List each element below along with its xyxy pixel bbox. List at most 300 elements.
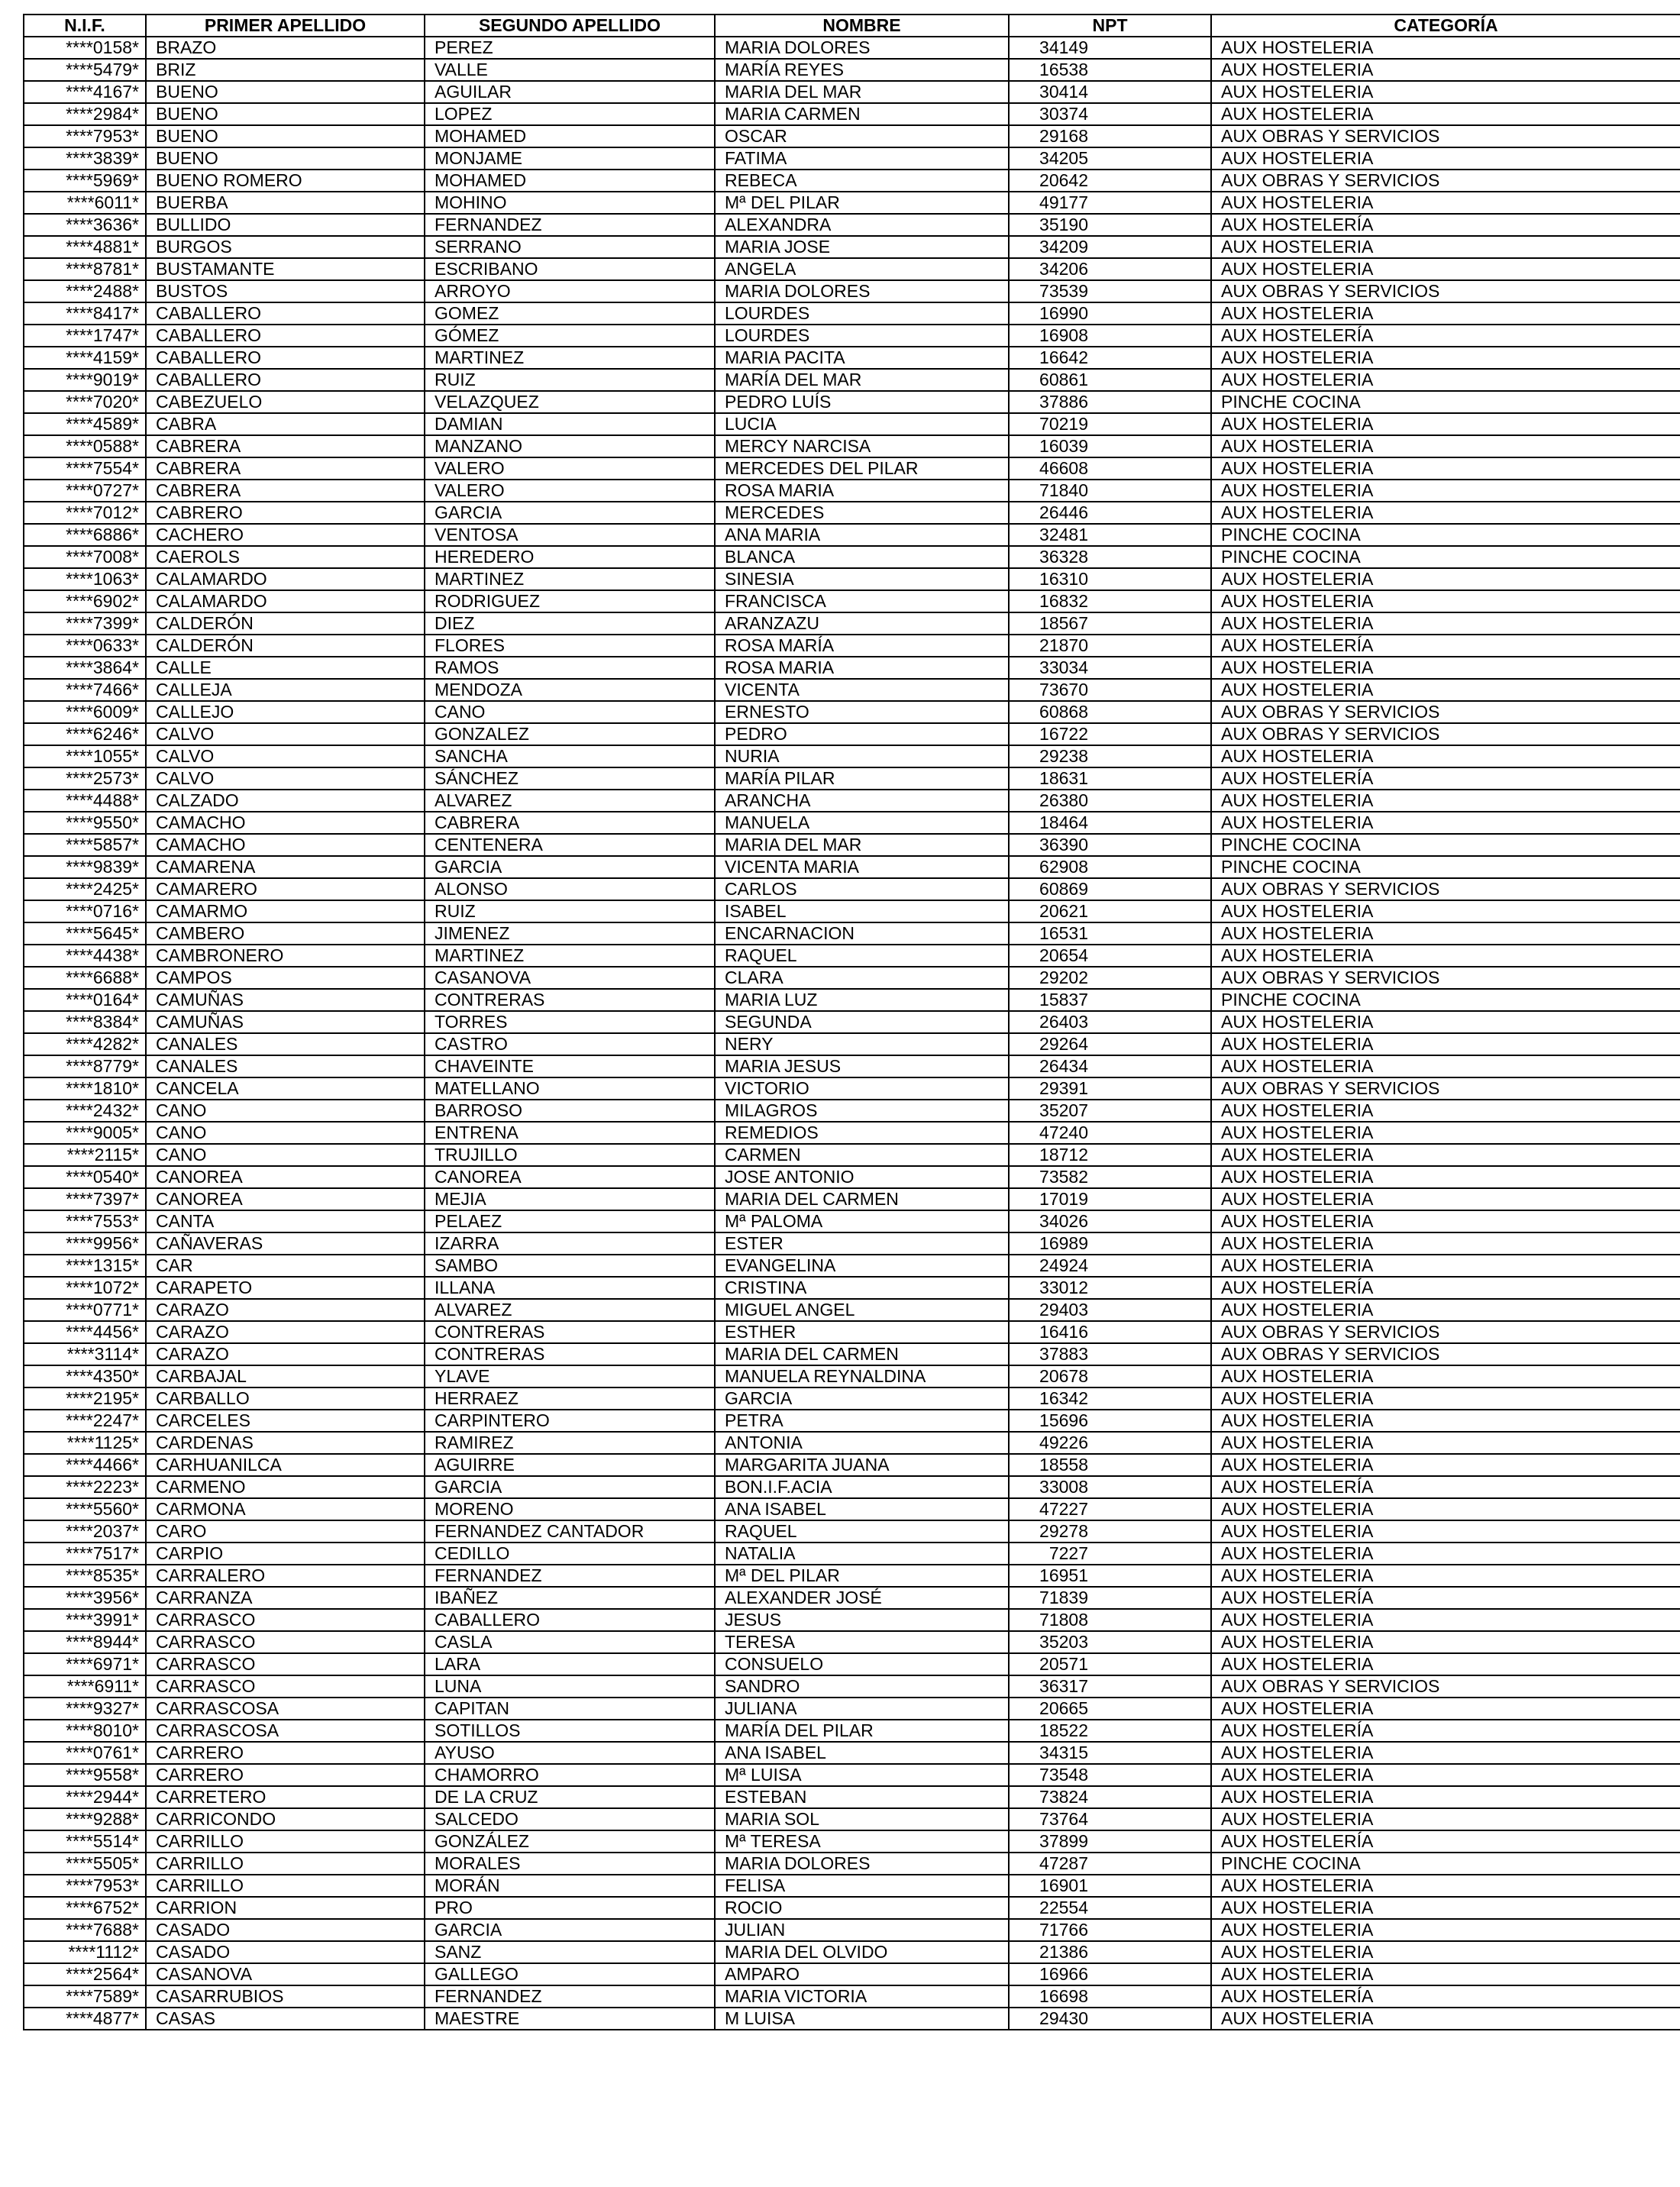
nif-cell: ****6246* [24, 723, 146, 745]
categoria-cell: AUX HOSTELERIA [1211, 1122, 1680, 1144]
npt-cell: 73582 [1009, 1166, 1211, 1188]
nombre-cell: ALEXANDRA [715, 214, 1009, 236]
nombre-cell: MIGUEL ANGEL [715, 1299, 1009, 1321]
segundo-apellido-cell: FERNANDEZ [425, 1565, 715, 1587]
categoria-cell: AUX OBRAS Y SERVICIOS [1211, 1675, 1680, 1698]
table-row [24, 723, 1680, 745]
nombre-cell: MARIA VICTORIA [715, 1985, 1009, 2008]
table-row [24, 745, 1680, 767]
nif-cell: ****0540* [24, 1166, 146, 1188]
nif-cell: ****1112* [24, 1941, 146, 1963]
categoria-cell: AUX HOSTELERIA [1211, 236, 1680, 258]
npt-cell: 18567 [1009, 612, 1211, 635]
nif-cell: ****0716* [24, 900, 146, 922]
segundo-apellido-cell: ILLANA [425, 1277, 715, 1299]
table-row [24, 1365, 1680, 1387]
table-row [24, 1277, 1680, 1299]
npt-cell: 33008 [1009, 1476, 1211, 1498]
segundo-apellido-cell: PEREZ [425, 37, 715, 59]
table-row [24, 1188, 1680, 1210]
npt-cell: 29168 [1009, 125, 1211, 147]
primer-apellido-cell: CARAZO [146, 1299, 425, 1321]
nif-cell: ****8779* [24, 1055, 146, 1077]
categoria-cell: AUX HOSTELERIA [1211, 568, 1680, 590]
nif-cell: ****7399* [24, 612, 146, 635]
nombre-cell: MARIA PACITA [715, 347, 1009, 369]
nombre-cell: MILAGROS [715, 1100, 1009, 1122]
primer-apellido-cell: CALAMARDO [146, 590, 425, 612]
nif-cell: ****4159* [24, 347, 146, 369]
segundo-apellido-cell: RAMIREZ [425, 1432, 715, 1454]
npt-cell: 16990 [1009, 302, 1211, 325]
primer-apellido-cell: CAMUÑAS [146, 989, 425, 1011]
primer-apellido-cell: CABRERA [146, 435, 425, 457]
primer-apellido-cell: CALZADO [146, 790, 425, 812]
nombre-cell: VICENTA MARIA [715, 856, 1009, 878]
segundo-apellido-cell: MORENO [425, 1498, 715, 1520]
segundo-apellido-cell: MARTINEZ [425, 347, 715, 369]
primer-apellido-cell: CANO [146, 1144, 425, 1166]
categoria-cell: AUX HOSTELERIA [1211, 81, 1680, 103]
nombre-cell: ROSA MARÍA [715, 635, 1009, 657]
categoria-cell: AUX HOSTELERIA [1211, 745, 1680, 767]
primer-apellido-cell: CARRILLO [146, 1853, 425, 1875]
nombre-cell: MARIA DEL CARMEN [715, 1343, 1009, 1365]
nombre-cell: OSCAR [715, 125, 1009, 147]
npt-cell: 33012 [1009, 1277, 1211, 1299]
npt-cell: 16722 [1009, 723, 1211, 745]
segundo-apellido-cell: MEJIA [425, 1188, 715, 1210]
npt-cell: 16951 [1009, 1565, 1211, 1587]
table-row [24, 347, 1680, 369]
categoria-cell: AUX HOSTELERIA [1211, 1454, 1680, 1476]
primer-apellido-cell: BRAZO [146, 37, 425, 59]
npt-cell: 29264 [1009, 1033, 1211, 1055]
primer-apellido-cell: CASARRUBIOS [146, 1985, 425, 2008]
table-row [24, 1919, 1680, 1941]
segundo-apellido-cell: TORRES [425, 1011, 715, 1033]
segundo-apellido-cell: AGUILAR [425, 81, 715, 103]
nombre-cell: ARANZAZU [715, 612, 1009, 635]
table-row [24, 1166, 1680, 1188]
table-row [24, 1609, 1680, 1631]
table-row [24, 1631, 1680, 1653]
staff-table [23, 14, 1680, 2030]
nombre-cell: TERESA [715, 1631, 1009, 1653]
nombre-cell: MARIA DOLORES [715, 37, 1009, 59]
npt-cell: 18464 [1009, 812, 1211, 834]
nif-cell: ****2488* [24, 280, 146, 302]
primer-apellido-cell: CACHERO [146, 524, 425, 546]
categoria-cell: AUX OBRAS Y SERVICIOS [1211, 967, 1680, 989]
npt-cell: 62908 [1009, 856, 1211, 878]
categoria-cell: AUX HOSTELERIA [1211, 590, 1680, 612]
npt-cell: 7227 [1009, 1543, 1211, 1565]
npt-cell: 34206 [1009, 258, 1211, 280]
primer-apellido-cell: CARRILLO [146, 1875, 425, 1897]
segundo-apellido-cell: VALERO [425, 480, 715, 502]
npt-cell: 18558 [1009, 1454, 1211, 1476]
segundo-apellido-cell: FERNANDEZ CANTADOR [425, 1520, 715, 1543]
nif-cell: ****6011* [24, 192, 146, 214]
npt-cell: 26380 [1009, 790, 1211, 812]
npt-cell: 29391 [1009, 1077, 1211, 1100]
categoria-cell: AUX HOSTELERIA [1211, 1897, 1680, 1919]
table-row [24, 568, 1680, 590]
nif-cell: ****5969* [24, 170, 146, 192]
table-row [24, 856, 1680, 878]
segundo-apellido-cell: RODRIGUEZ [425, 590, 715, 612]
segundo-apellido-cell: JIMENEZ [425, 922, 715, 945]
primer-apellido-cell: CARRASCO [146, 1631, 425, 1653]
categoria-cell: AUX HOSTELERIA [1211, 1232, 1680, 1255]
primer-apellido-cell: CAEROLS [146, 546, 425, 568]
nombre-cell: Mª LUISA [715, 1764, 1009, 1786]
npt-cell: 20678 [1009, 1365, 1211, 1387]
categoria-cell: AUX HOSTELERIA [1211, 302, 1680, 325]
npt-cell: 60869 [1009, 878, 1211, 900]
nombre-cell: SINESIA [715, 568, 1009, 590]
table-row [24, 280, 1680, 302]
nif-cell: ****2223* [24, 1476, 146, 1498]
primer-apellido-cell: CABRERA [146, 480, 425, 502]
categoria-cell: AUX HOSTELERIA [1211, 1299, 1680, 1321]
nif-cell: ****7589* [24, 1985, 146, 2008]
npt-cell: 49226 [1009, 1432, 1211, 1454]
nombre-cell: ROSA MARIA [715, 480, 1009, 502]
segundo-apellido-cell: LOPEZ [425, 103, 715, 125]
categoria-cell: AUX HOSTELERIA [1211, 679, 1680, 701]
primer-apellido-cell: CASADO [146, 1919, 425, 1941]
nif-cell: ****6902* [24, 590, 146, 612]
nif-cell: ****4466* [24, 1454, 146, 1476]
nif-cell: ****4456* [24, 1321, 146, 1343]
segundo-apellido-cell: ENTRENA [425, 1122, 715, 1144]
nombre-cell: VICENTA [715, 679, 1009, 701]
npt-cell: 34209 [1009, 236, 1211, 258]
npt-cell: 29202 [1009, 967, 1211, 989]
nombre-cell: LOURDES [715, 325, 1009, 347]
npt-cell: 73670 [1009, 679, 1211, 701]
nombre-cell: MARIA DEL OLVIDO [715, 1941, 1009, 1963]
table-row [24, 1653, 1680, 1675]
categoria-cell: AUX HOSTELERIA [1211, 1631, 1680, 1653]
nombre-cell: ANTONIA [715, 1432, 1009, 1454]
table-row [24, 834, 1680, 856]
table-row [24, 1454, 1680, 1476]
table-row [24, 192, 1680, 214]
npt-cell: 29238 [1009, 745, 1211, 767]
primer-apellido-cell: CAMARENA [146, 856, 425, 878]
segundo-apellido-cell: CENTENERA [425, 834, 715, 856]
segundo-apellido-cell: SANZ [425, 1941, 715, 1963]
table-row [24, 967, 1680, 989]
segundo-apellido-cell: CONTRERAS [425, 1321, 715, 1343]
table-row [24, 900, 1680, 922]
nif-cell: ****4488* [24, 790, 146, 812]
npt-cell: 60868 [1009, 701, 1211, 723]
npt-cell: 71840 [1009, 480, 1211, 502]
nif-cell: ****8417* [24, 302, 146, 325]
categoria-cell: AUX HOSTELERIA [1211, 59, 1680, 81]
table-row [24, 635, 1680, 657]
table-row [24, 1675, 1680, 1698]
table-row [24, 1210, 1680, 1232]
table-row [24, 480, 1680, 502]
primer-apellido-cell: CAMARMO [146, 900, 425, 922]
npt-cell: 37883 [1009, 1343, 1211, 1365]
table-row [24, 1387, 1680, 1410]
table-row [24, 1055, 1680, 1077]
nif-cell: ****8010* [24, 1720, 146, 1742]
segundo-apellido-cell: GARCIA [425, 1476, 715, 1498]
categoria-cell: AUX HOSTELERIA [1211, 258, 1680, 280]
npt-cell: 70219 [1009, 413, 1211, 435]
nif-cell: ****9839* [24, 856, 146, 878]
categoria-cell: AUX HOSTELERIA [1211, 1498, 1680, 1520]
table-row [24, 502, 1680, 524]
table-row [24, 59, 1680, 81]
npt-cell: 16642 [1009, 347, 1211, 369]
nif-cell: ****6886* [24, 524, 146, 546]
header-nif: N.I.F. [24, 15, 146, 37]
primer-apellido-cell: CARO [146, 1520, 425, 1543]
nombre-cell: MANUELA REYNALDINA [715, 1365, 1009, 1387]
segundo-apellido-cell: MATELLANO [425, 1077, 715, 1100]
nif-cell: ****7953* [24, 125, 146, 147]
categoria-cell: AUX OBRAS Y SERVICIOS [1211, 723, 1680, 745]
nombre-cell: Mª PALOMA [715, 1210, 1009, 1232]
categoria-cell: AUX HOSTELERIA [1211, 1875, 1680, 1897]
primer-apellido-cell: CANALES [146, 1033, 425, 1055]
categoria-cell: AUX HOSTELERÍA [1211, 767, 1680, 790]
header-categoria: CATEGORÍA [1211, 15, 1680, 37]
categoria-cell: AUX HOSTELERÍA [1211, 1720, 1680, 1742]
primer-apellido-cell: CARRASCO [146, 1609, 425, 1631]
primer-apellido-cell: CALLE [146, 657, 425, 679]
npt-cell: 24924 [1009, 1255, 1211, 1277]
nombre-cell: MERCY NARCISA [715, 435, 1009, 457]
nombre-cell: Mª DEL PILAR [715, 1565, 1009, 1587]
npt-cell: 20621 [1009, 900, 1211, 922]
nombre-cell: CONSUELO [715, 1653, 1009, 1675]
segundo-apellido-cell: CHAVEINTE [425, 1055, 715, 1077]
nif-cell: ****6688* [24, 967, 146, 989]
categoria-cell: AUX HOSTELERIA [1211, 1410, 1680, 1432]
primer-apellido-cell: BRIZ [146, 59, 425, 81]
nif-cell: ****4350* [24, 1365, 146, 1387]
segundo-apellido-cell: MANZANO [425, 435, 715, 457]
primer-apellido-cell: BUSTOS [146, 280, 425, 302]
nombre-cell: SANDRO [715, 1675, 1009, 1698]
primer-apellido-cell: BUENO [146, 125, 425, 147]
nombre-cell: NURIA [715, 745, 1009, 767]
nif-cell: ****2984* [24, 103, 146, 125]
nombre-cell: Mª TERESA [715, 1830, 1009, 1853]
nif-cell: ****6971* [24, 1653, 146, 1675]
nif-cell: ****7012* [24, 502, 146, 524]
primer-apellido-cell: CARRASCO [146, 1653, 425, 1675]
table-row [24, 790, 1680, 812]
primer-apellido-cell: CARAZO [146, 1321, 425, 1343]
categoria-cell: AUX HOSTELERIA [1211, 900, 1680, 922]
categoria-cell: AUX HOSTELERIA [1211, 1210, 1680, 1232]
nombre-cell: JULIAN [715, 1919, 1009, 1941]
table-row [24, 37, 1680, 59]
table-row [24, 1232, 1680, 1255]
segundo-apellido-cell: GONZÁLEZ [425, 1830, 715, 1853]
table-row [24, 989, 1680, 1011]
categoria-cell: AUX HOSTELERIA [1211, 1387, 1680, 1410]
primer-apellido-cell: CALLEJO [146, 701, 425, 723]
categoria-cell: AUX HOSTELERIA [1211, 1808, 1680, 1830]
primer-apellido-cell: CARRICONDO [146, 1808, 425, 1830]
categoria-cell: AUX HOSTELERÍA [1211, 214, 1680, 236]
nif-cell: ****0158* [24, 37, 146, 59]
npt-cell: 30414 [1009, 81, 1211, 103]
segundo-apellido-cell: GARCIA [425, 502, 715, 524]
segundo-apellido-cell: VENTOSA [425, 524, 715, 546]
nif-cell: ****9956* [24, 1232, 146, 1255]
nif-cell: ****1747* [24, 325, 146, 347]
segundo-apellido-cell: PRO [425, 1897, 715, 1919]
table-row [24, 325, 1680, 347]
primer-apellido-cell: CANO [146, 1122, 425, 1144]
categoria-cell: PINCHE COCINA [1211, 856, 1680, 878]
nombre-cell: JULIANA [715, 1698, 1009, 1720]
categoria-cell: AUX HOSTELERIA [1211, 1609, 1680, 1631]
primer-apellido-cell: CASAS [146, 2008, 425, 2030]
primer-apellido-cell: CARRANZA [146, 1587, 425, 1609]
primer-apellido-cell: CARRASCOSA [146, 1720, 425, 1742]
primer-apellido-cell: BURGOS [146, 236, 425, 258]
table-row [24, 679, 1680, 701]
nombre-cell: ERNESTO [715, 701, 1009, 723]
table-row [24, 1786, 1680, 1808]
table-row [24, 1410, 1680, 1432]
npt-cell: 35190 [1009, 214, 1211, 236]
primer-apellido-cell: CARRERO [146, 1764, 425, 1786]
nif-cell: ****6752* [24, 1897, 146, 1919]
nif-cell: ****0771* [24, 1299, 146, 1321]
segundo-apellido-cell: GONZALEZ [425, 723, 715, 745]
categoria-cell: AUX HOSTELERIA [1211, 657, 1680, 679]
segundo-apellido-cell: CARPINTERO [425, 1410, 715, 1432]
segundo-apellido-cell: ALONSO [425, 878, 715, 900]
nombre-cell: AMPARO [715, 1963, 1009, 1985]
nif-cell: ****2432* [24, 1100, 146, 1122]
categoria-cell: AUX HOSTELERIA [1211, 413, 1680, 435]
nombre-cell: ROCIO [715, 1897, 1009, 1919]
nombre-cell: MARIA DEL CARMEN [715, 1188, 1009, 1210]
segundo-apellido-cell: CASTRO [425, 1033, 715, 1055]
npt-cell: 37886 [1009, 391, 1211, 413]
segundo-apellido-cell: MAESTRE [425, 2008, 715, 2030]
npt-cell: 47287 [1009, 1853, 1211, 1875]
nif-cell: ****0633* [24, 635, 146, 657]
segundo-apellido-cell: HEREDERO [425, 546, 715, 568]
segundo-apellido-cell: DIEZ [425, 612, 715, 635]
categoria-cell: AUX HOSTELERIA [1211, 192, 1680, 214]
categoria-cell: AUX HOSTELERIA [1211, 1166, 1680, 1188]
table-row [24, 1985, 1680, 2008]
npt-cell: 36390 [1009, 834, 1211, 856]
nombre-cell: ISABEL [715, 900, 1009, 922]
table-row [24, 214, 1680, 236]
nif-cell: ****2195* [24, 1387, 146, 1410]
nif-cell: ****2247* [24, 1410, 146, 1432]
nombre-cell: ANGELA [715, 258, 1009, 280]
npt-cell: 47227 [1009, 1498, 1211, 1520]
segundo-apellido-cell: GOMEZ [425, 302, 715, 325]
primer-apellido-cell: CASADO [146, 1941, 425, 1963]
npt-cell: 30374 [1009, 103, 1211, 125]
nombre-cell: ALEXANDER JOSÉ [715, 1587, 1009, 1609]
table-row [24, 1077, 1680, 1100]
segundo-apellido-cell: ARROYO [425, 280, 715, 302]
primer-apellido-cell: CALLEJA [146, 679, 425, 701]
nombre-cell: CRISTINA [715, 1277, 1009, 1299]
nif-cell: ****1072* [24, 1277, 146, 1299]
nombre-cell: ENCARNACION [715, 922, 1009, 945]
primer-apellido-cell: BUENO [146, 81, 425, 103]
nombre-cell: BON.I.F.ACIA [715, 1476, 1009, 1498]
nif-cell: ****7397* [24, 1188, 146, 1210]
npt-cell: 34205 [1009, 147, 1211, 170]
nif-cell: ****7008* [24, 546, 146, 568]
table-header-row [24, 15, 1680, 37]
categoria-cell: AUX HOSTELERIA [1211, 347, 1680, 369]
nombre-cell: ANA MARIA [715, 524, 1009, 546]
nif-cell: ****7517* [24, 1543, 146, 1565]
table-row [24, 2008, 1680, 2030]
segundo-apellido-cell: DE LA CRUZ [425, 1786, 715, 1808]
segundo-apellido-cell: RAMOS [425, 657, 715, 679]
table-row [24, 1432, 1680, 1454]
categoria-cell: AUX HOSTELERIA [1211, 1698, 1680, 1720]
categoria-cell: AUX HOSTELERIA [1211, 1011, 1680, 1033]
categoria-cell: AUX HOSTELERIA [1211, 435, 1680, 457]
segundo-apellido-cell: FERNANDEZ [425, 214, 715, 236]
header-nombre: NOMBRE [715, 15, 1009, 37]
primer-apellido-cell: CABRA [146, 413, 425, 435]
segundo-apellido-cell: VALERO [425, 457, 715, 480]
table-body [24, 37, 1680, 2030]
segundo-apellido-cell: MOHINO [425, 192, 715, 214]
npt-cell: 47240 [1009, 1122, 1211, 1144]
primer-apellido-cell: CAMARERO [146, 878, 425, 900]
primer-apellido-cell: CAMBERO [146, 922, 425, 945]
table-row [24, 1343, 1680, 1365]
primer-apellido-cell: CARRASCOSA [146, 1698, 425, 1720]
segundo-apellido-cell: FERNANDEZ [425, 1985, 715, 2008]
nombre-cell: MARIA DOLORES [715, 1853, 1009, 1875]
primer-apellido-cell: CARDENAS [146, 1432, 425, 1454]
categoria-cell: PINCHE COCINA [1211, 989, 1680, 1011]
categoria-cell: AUX HOSTELERIA [1211, 2008, 1680, 2030]
npt-cell: 36328 [1009, 546, 1211, 568]
segundo-apellido-cell: SOTILLOS [425, 1720, 715, 1742]
categoria-cell: PINCHE COCINA [1211, 524, 1680, 546]
categoria-cell: PINCHE COCINA [1211, 546, 1680, 568]
header-npt: NPT [1009, 15, 1211, 37]
primer-apellido-cell: CARCELES [146, 1410, 425, 1432]
nombre-cell: CARMEN [715, 1144, 1009, 1166]
primer-apellido-cell: CANALES [146, 1055, 425, 1077]
primer-apellido-cell: BUENO [146, 103, 425, 125]
segundo-apellido-cell: MORALES [425, 1853, 715, 1875]
nombre-cell: M LUISA [715, 2008, 1009, 2030]
